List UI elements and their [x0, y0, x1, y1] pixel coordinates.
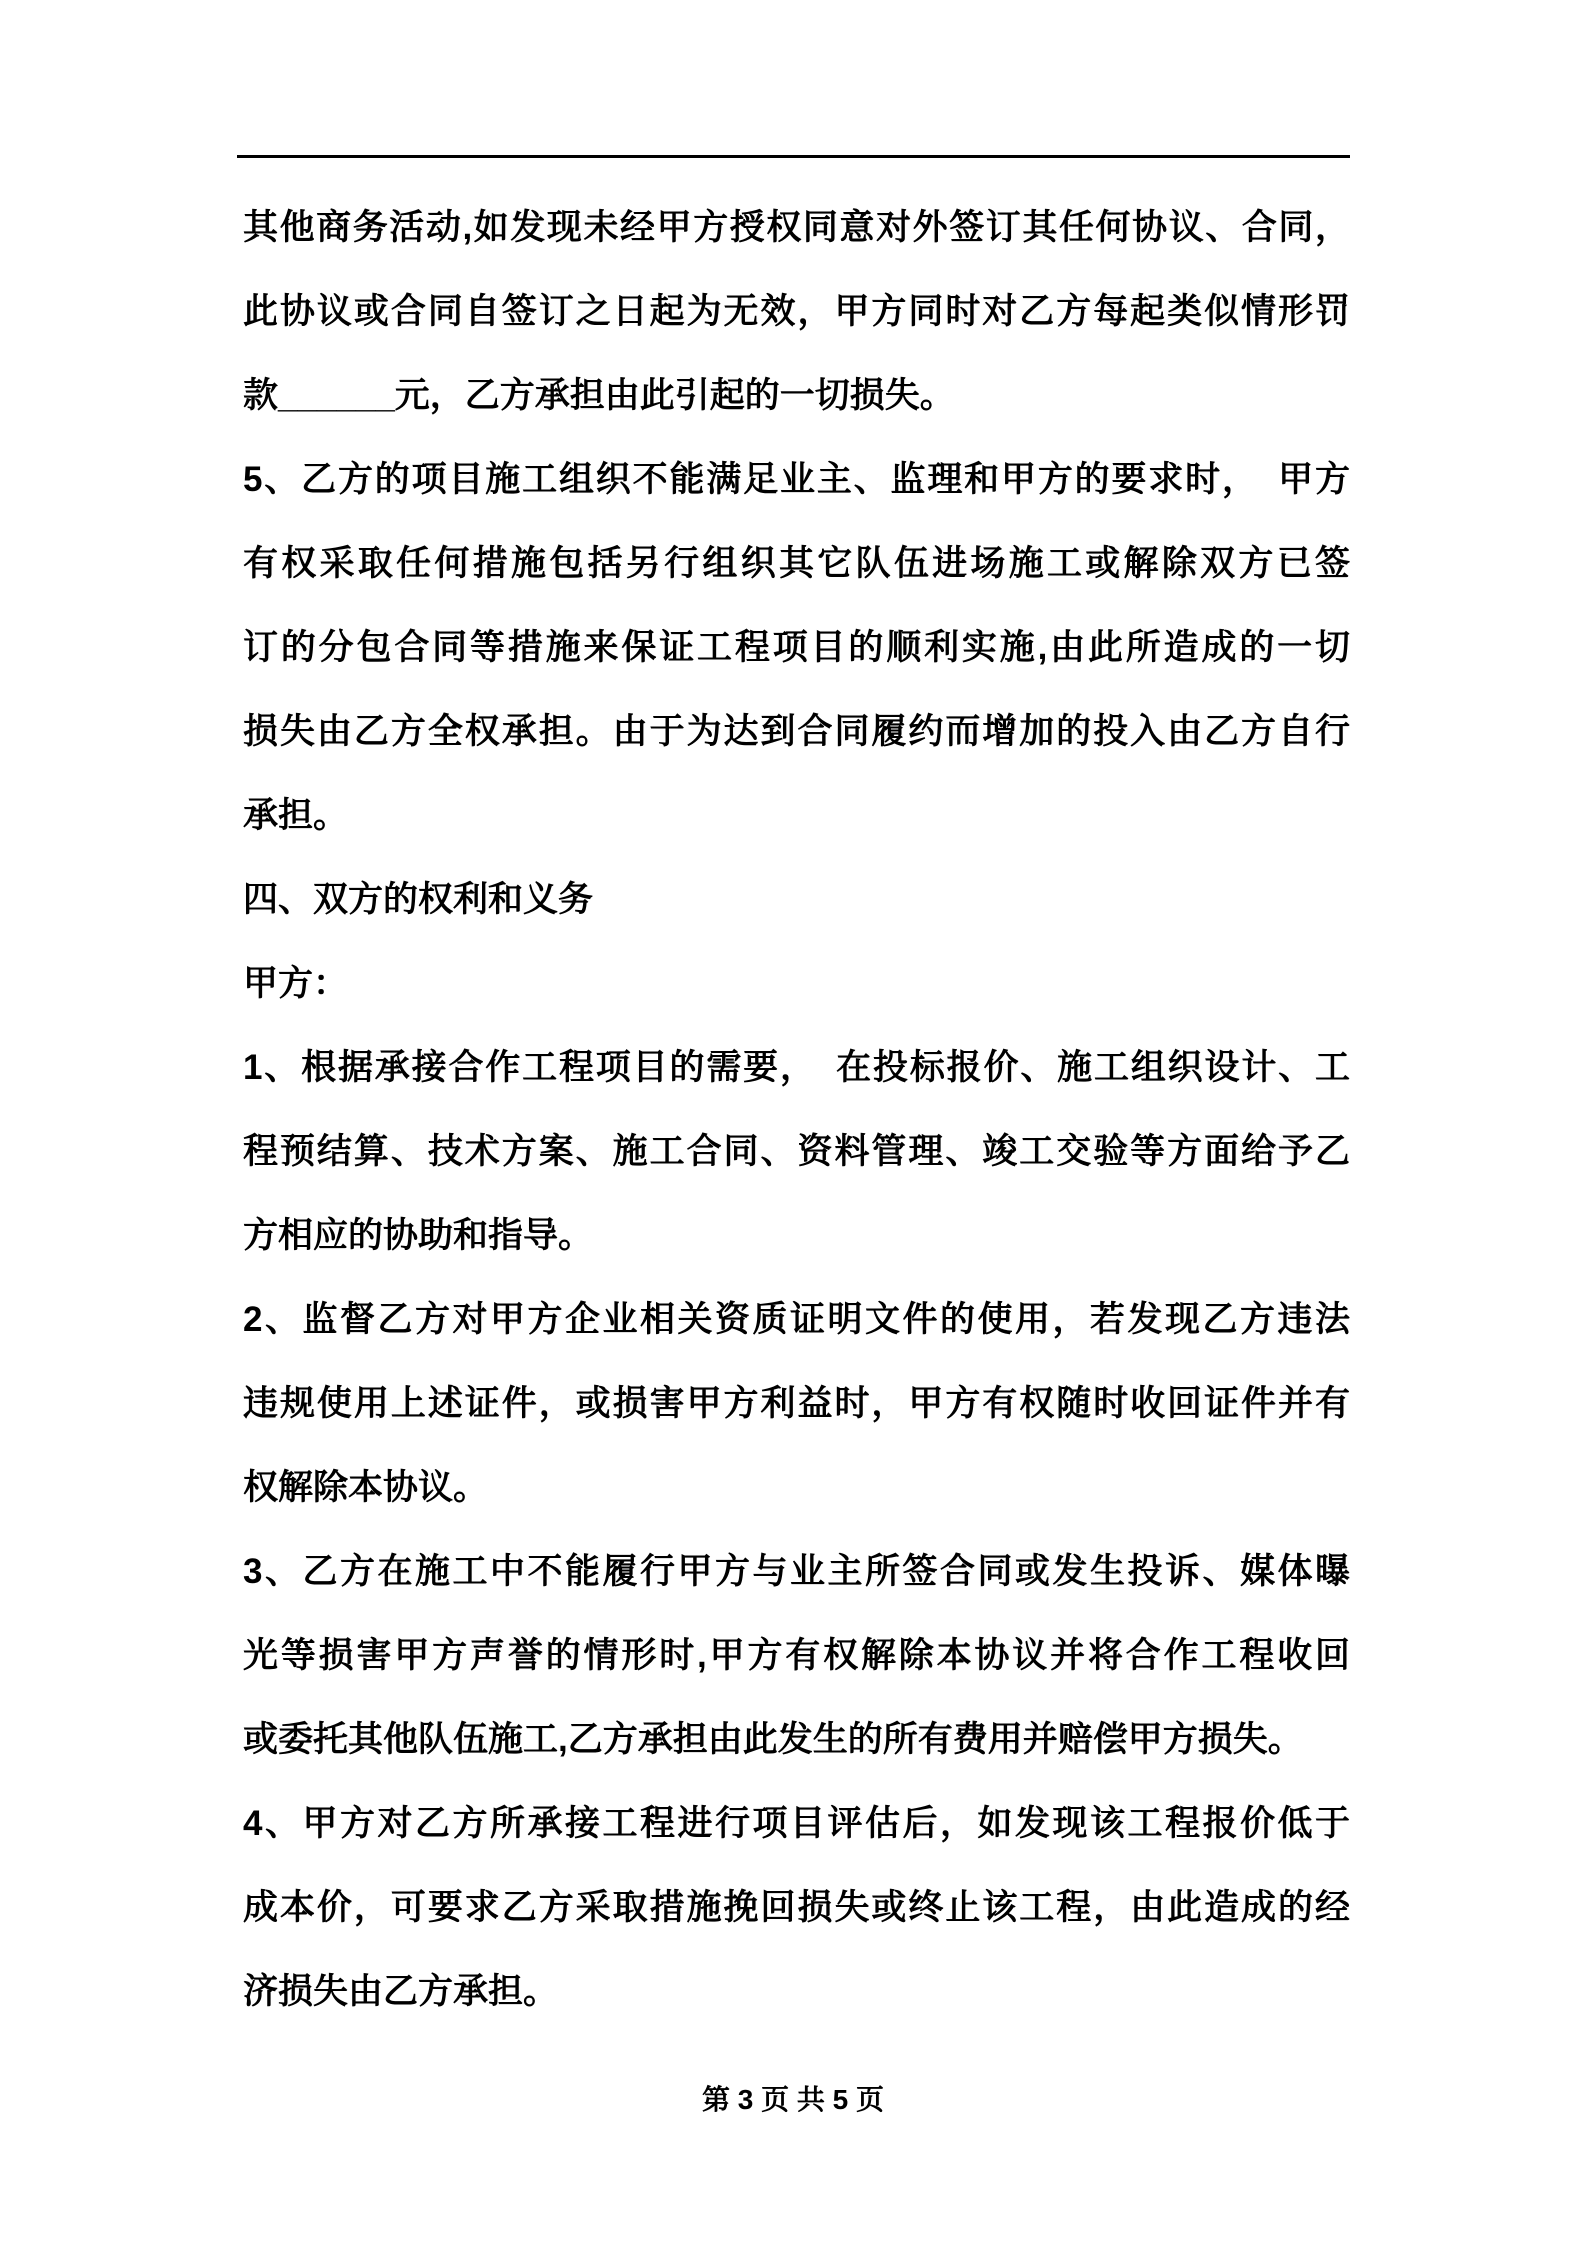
body-line: 此协议或合同自签订之日起为无效，甲方同时对乙方每起类似情形罚 — [243, 292, 1350, 331]
party-label: 甲方： — [243, 964, 349, 1003]
body-line: 2、监督乙方对甲方企业相关资质证明文件的使用，若发现乙方违法 — [243, 1300, 1350, 1339]
body-line: 1、根据承接合作工程项目的需要， 在投标报价、施工组织设计、工 — [243, 1048, 1350, 1087]
section-heading: 四、双方的权利和义务 — [243, 880, 594, 919]
body-line: 违规使用上述证件，或损害甲方利益时，甲方有权随时收回证件并有 — [243, 1384, 1350, 1423]
body-line: 光等损害甲方声誉的情形时,甲方有权解除本协议并将合作工程收回 — [243, 1636, 1350, 1675]
body-line: 4、甲方对乙方所承接工程进行项目评估后，如发现该工程报价低于 — [243, 1804, 1350, 1843]
body-line: 济损失由乙方承担。 — [243, 1972, 559, 2011]
body-line: 款______元，乙方承担由此引起的一切损失。 — [243, 376, 955, 415]
body-line: 方相应的协助和指导。 — [243, 1216, 594, 1255]
body-line: 损失由乙方全权承担。由于为达到合同履约而增加的投入由乙方自行 — [243, 712, 1350, 751]
body-line: 承担。 — [243, 796, 349, 835]
body-line: 订的分包合同等措施来保证工程项目的顺利实施,由此所造成的一切 — [243, 628, 1350, 667]
body-line: 5、乙方的项目施工组织不能满足业主、监理和甲方的要求时， 甲方 — [243, 460, 1350, 499]
header-rule — [237, 155, 1350, 158]
body-line: 其他商务活动,如发现未经甲方授权同意对外签订其任何协议、合同， — [243, 208, 1350, 247]
body-line: 程预结算、技术方案、施工合同、资料管理、竣工交验等方面给予乙 — [243, 1132, 1350, 1171]
page-number: 第 3 页 共 5 页 — [701, 2084, 885, 2115]
body-line: 成本价，可要求乙方采取措施挽回损失或终止该工程，由此造成的经 — [243, 1888, 1350, 1927]
document-body — [243, 186, 1350, 2034]
body-line: 3、乙方在施工中不能履行甲方与业主所签合同或发生投诉、媒体曝 — [243, 1552, 1350, 1591]
body-line: 有权采取任何措施包括另行组织其它队伍进场施工或解除双方已签 — [243, 544, 1350, 583]
body-line: 或委托其他队伍施工,乙方承担由此发生的所有费用并赔偿甲方损失。 — [243, 1720, 1303, 1759]
body-line: 权解除本协议。 — [243, 1468, 489, 1507]
page-footer — [0, 2082, 1586, 2118]
